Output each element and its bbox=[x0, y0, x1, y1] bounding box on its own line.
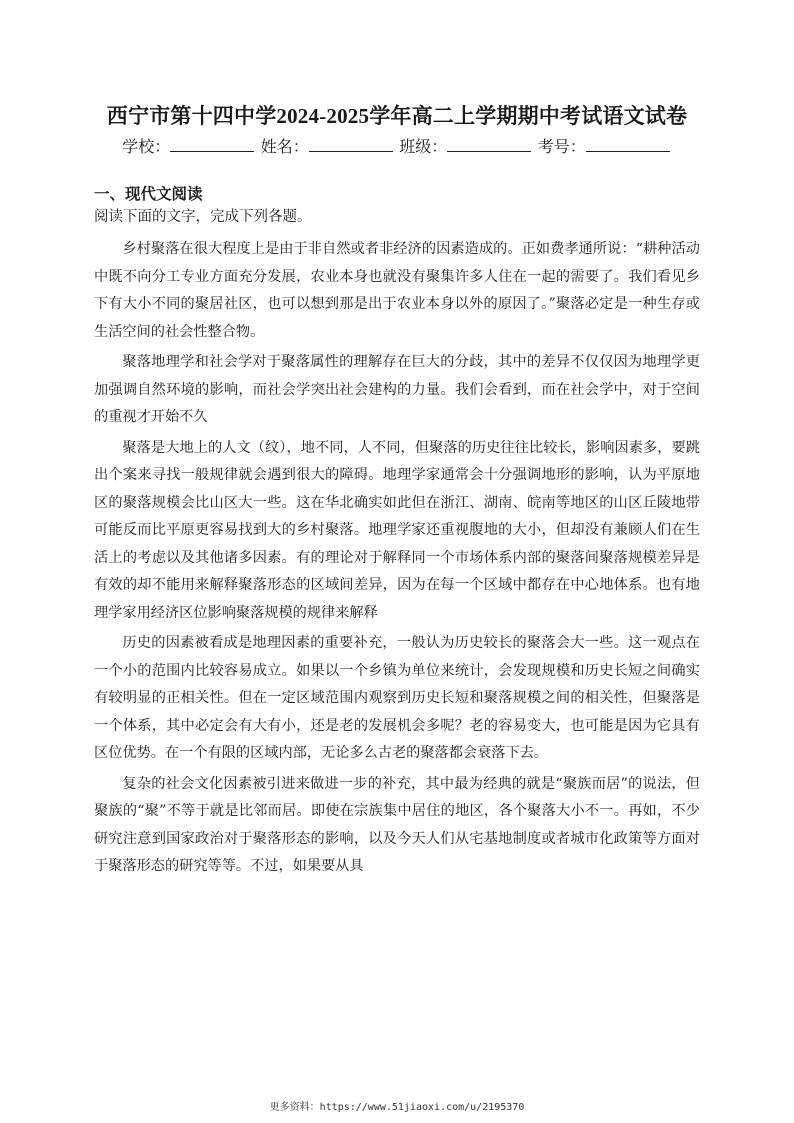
school-blank[interactable] bbox=[170, 137, 254, 152]
exam-number-label: 考号： bbox=[537, 139, 586, 156]
passage-paragraph: 历史的因素被看成是地理因素的重要补充，一般认为历史较长的聚落会大一些。这一观点在一个小的范围内比较容易成立。如果以一个乡镇为单位来统计，会发现规模和历史长短之间确实有较明显的正相关性。但在一定区域范围内观察到历史长短和聚落规模之间的相关性，但聚落是一个体系，其中必定会有大有小，还是老的发展机会多呢？老的容易变大，也可能是因为它具有区位优势。在一个有限的区域内部，无论多么古老的聚落都会衰落下去。 bbox=[94, 635, 700, 761]
name-blank[interactable] bbox=[309, 137, 393, 152]
passage-paragraph: 聚落地理学和社会学对于聚落属性的理解存在巨大的分歧，其中的差异不仅仅因为地理学更加强调自然环境的影响，而社会学突出社会建构的力量。我们会看到，而在社会学中，对于空间的重视才开始不久 bbox=[94, 354, 700, 425]
school-label: 学校： bbox=[122, 139, 171, 156]
student-info-line bbox=[0, 134, 794, 157]
reading-instruction: 阅读下面的文字，完成下列各题。 bbox=[94, 209, 312, 225]
class-label: 班级： bbox=[399, 139, 448, 156]
exam-title: 西宁市第十四中学2024-2025学年高二上学期期中考试语文试卷 bbox=[106, 104, 688, 128]
section-heading: 一、现代文阅读 bbox=[94, 186, 203, 203]
passage-paragraph: 乡村聚落在很大程度上是由于非自然或者非经济的因素造成的。正如费孝通所说：“耕种活动中既不向分工专业方面充分发展，农业本身也就没有聚集许多人住在一起的需要了。我们看见乡下有大小不同的聚居社区，也可以想到那是出于农业本身以外的原因了。”聚落必定是一种生存或生活空间的社会性整合物。 bbox=[94, 241, 700, 340]
footer-source-link[interactable]: 更多资料：https://www.51jiaoxi.com/u/2195370 bbox=[269, 1102, 525, 1113]
passage-paragraph: 聚落是大地上的人文（纹），地不同，人不同，但聚落的历史往往比较长，影响因素多，要跳出个案来寻找一般规律就会遇到很大的障碍。地理学家通常会十分强调地形的影响，认为平原地区的聚落规模会比山区大一些。这在华北确实如此但在浙江、湖南、皖南等地区的山区丘陵地带可能反而比平原更容易找到大的乡村聚落。地理学家还重视腹地的大小，但却没有兼顾人们在生活上的考虑以及其他诸多因素。有的理论对于解释同一个市场体系内部的聚落间聚落规模差异是有效的却不能用来解释聚落形态的区域间差异，因为在每一个区域中都存在中心地体系。也有地理学家用经济区位影响聚落规模的规律来解释 bbox=[94, 439, 700, 621]
class-blank[interactable] bbox=[447, 137, 531, 152]
exam-number-blank[interactable] bbox=[586, 137, 670, 152]
passage-paragraph: 复杂的社会文化因素被引进来做进一步的补充，其中最为经典的就是“聚族而居”的说法，但聚族的“聚”不等于就是比邻而居。即使在宗族集中居住的地区，各个聚落大小不一。再如，不少研究注意到国家政治对于聚落形态的影响，以及今天人们从宅基地制度或者城市化政策等方面对于聚落形态的研究等等。不过，如果要从具 bbox=[94, 775, 700, 874]
name-label: 姓名： bbox=[260, 139, 309, 156]
reading-passage bbox=[94, 236, 700, 884]
